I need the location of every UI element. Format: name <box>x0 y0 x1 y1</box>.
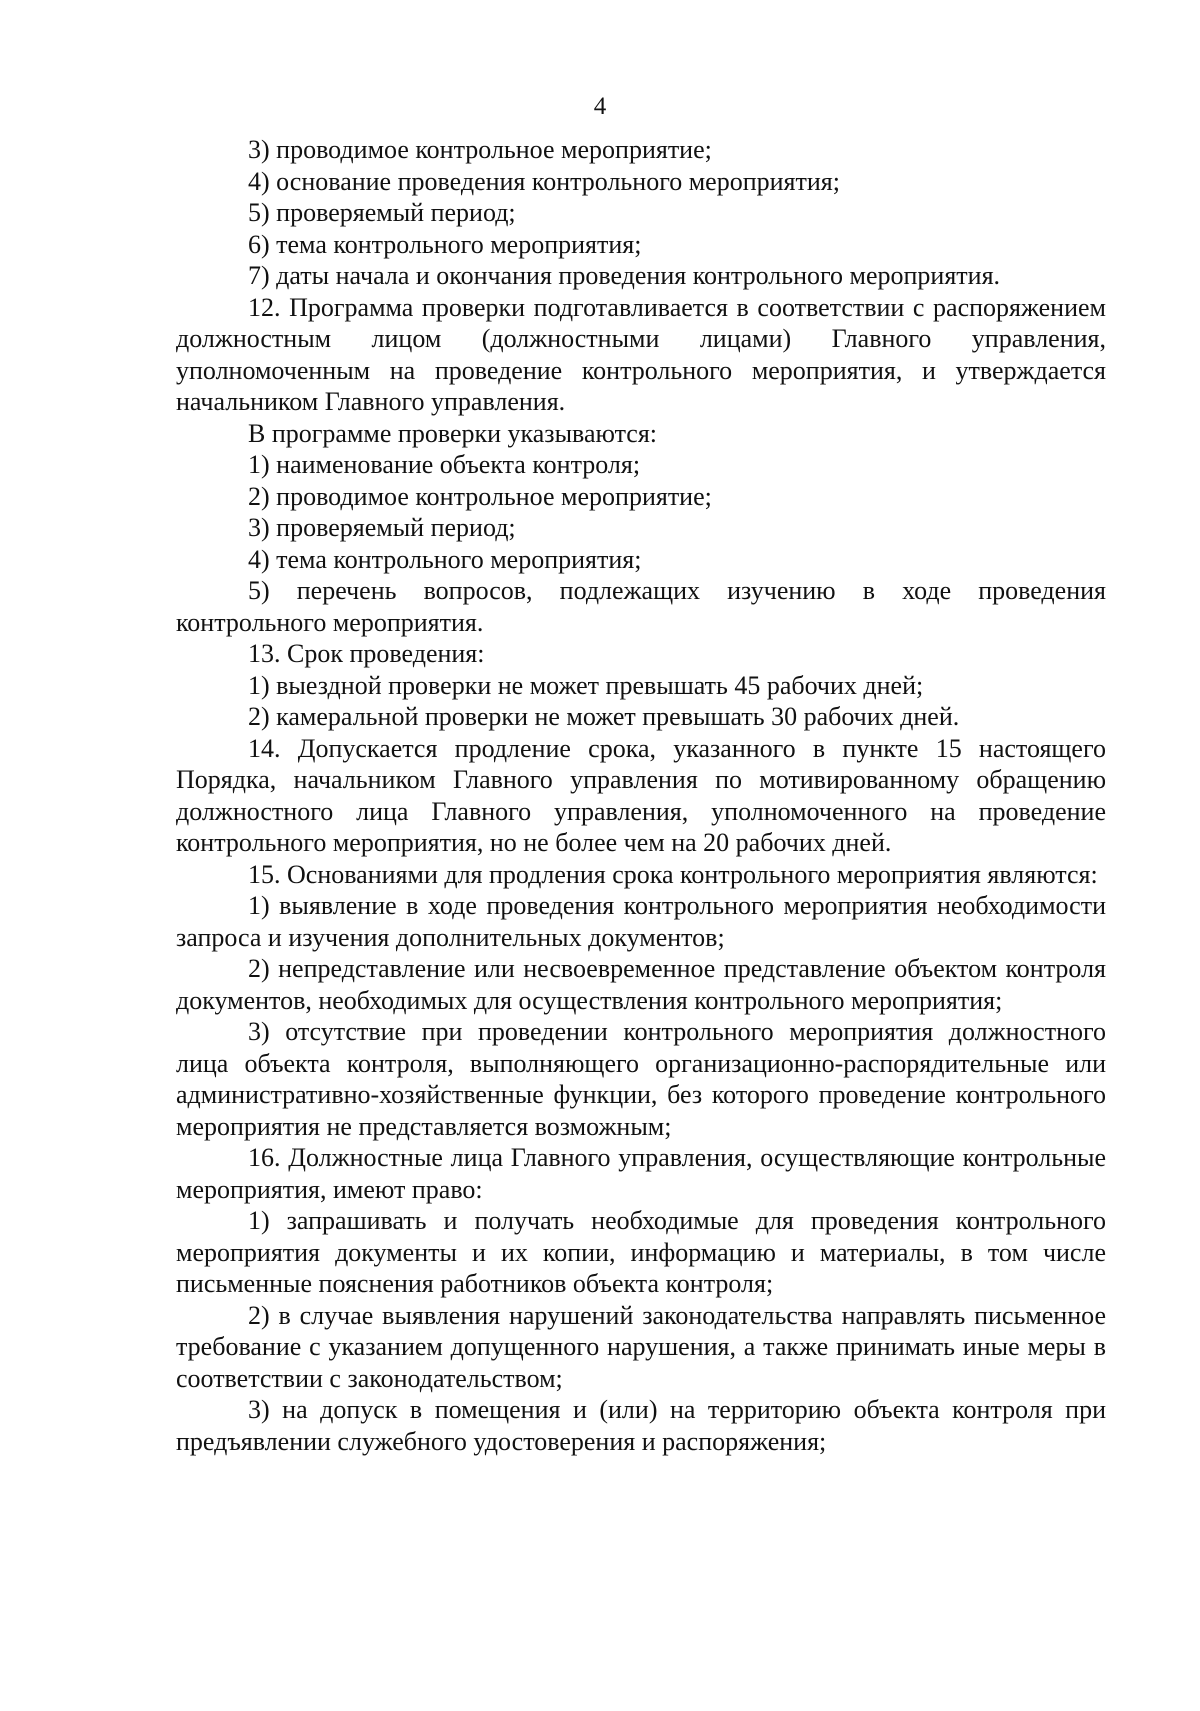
paragraph-program-item-5: 5) перечень вопросов, подлежащих изучению в ходе проведения контрольного мероприятия. <box>176 576 1106 637</box>
paragraph-extension-item-1: 1) выявление в ходе проведения контрольного мероприятия необходимости запроса и изучения дополнительных документов; <box>176 891 1106 952</box>
paragraph-item-7-dates: 7) даты начала и окончания проведения контрольного мероприятия. <box>248 261 1001 290</box>
paragraph-rights-item-1: 1) запрашивать и получать необходимые для проведения контрольного мероприятия документы и их копии, информацию и материалы, в том числе письменные пояснения работников объекта контроля; <box>176 1206 1106 1298</box>
paragraph-clause-14: 14. Допускается продление срока, указанного в пункте 15 настоящего Порядка, начальником Главного управления по мотивированному обращению должностного лица Главного управления, уполномоченного на проведение контрольного мероприятия, но не более чем на 20 рабочих дней. <box>176 733 1106 857</box>
paragraph-clause-13: 13. Срок проведения: <box>248 639 485 668</box>
paragraph-item-6-topic: 6) тема контрольного мероприятия; <box>248 229 642 259</box>
document-body <box>176 134 1106 1457</box>
paragraph-rights-item-3: 3) на допуск в помещения и (или) на территорию объекта контроля при предъявлении служебного удостоверения и распоряжения; <box>176 1395 1106 1456</box>
paragraph-clause-15: 15. Основаниями для продления срока контрольного мероприятия являются: <box>248 859 1098 889</box>
paragraph-program-contents: В программе проверки указываются: <box>248 418 658 448</box>
paragraph-clause-16: 16. Должностные лица Главного управления, осуществляющие контрольные мероприятия, имеют право: <box>176 1143 1106 1204</box>
paragraph-item-4-basis: 4) основание проведения контрольного мероприятия; <box>248 166 840 196</box>
paragraph-term-item-1: 1) выездной проверки не может превышать 45 рабочих дней; <box>248 670 924 700</box>
paragraph-program-item-2: 2) проводимое контрольное мероприятие; <box>248 481 712 511</box>
paragraph-item-3-control-event: 3) проводимое контрольное мероприятие; <box>248 135 712 164</box>
paragraph-program-item-3: 3) проверяемый период; <box>248 513 516 542</box>
paragraph-rights-item-2: 2) в случае выявления нарушений законодательства направлять письменное требование с указанием допущенного нарушения, а также принимать иные меры в соответствии с законодательством; <box>176 1300 1106 1393</box>
page-number: 4 <box>593 93 607 120</box>
paragraph-program-item-4: 4) тема контрольного мероприятия; <box>248 544 642 574</box>
paragraph-program-item-1: 1) наименование объекта контроля; <box>248 450 641 479</box>
paragraph-item-5-period: 5) проверяемый период; <box>248 198 516 227</box>
paragraph-term-item-2: 2) камеральной проверки не может превышать 30 рабочих дней. <box>248 702 960 731</box>
paragraph-clause-12: 12. Программа проверки подготавливается в соответствии с распоряжением должностным лицом (должностными лицами) Главного управления, уполномоченным на проведение контрольного мероприятия, и утверждается начальником Главного управления. <box>176 292 1106 416</box>
paragraph-extension-item-3: 3) отсутствие при проведении контрольного мероприятия должностного лица объекта контроля, выполняющего организационно-распорядительные или административно-хозяйственные функции, без которого проведение контрольного мероприятия не представляется возможным; <box>176 1017 1106 1141</box>
paragraph-extension-item-2: 2) непредставление или несвоевременное представление объектом контроля документов, необходимых для осуществления контрольного мероприятия; <box>176 954 1106 1015</box>
